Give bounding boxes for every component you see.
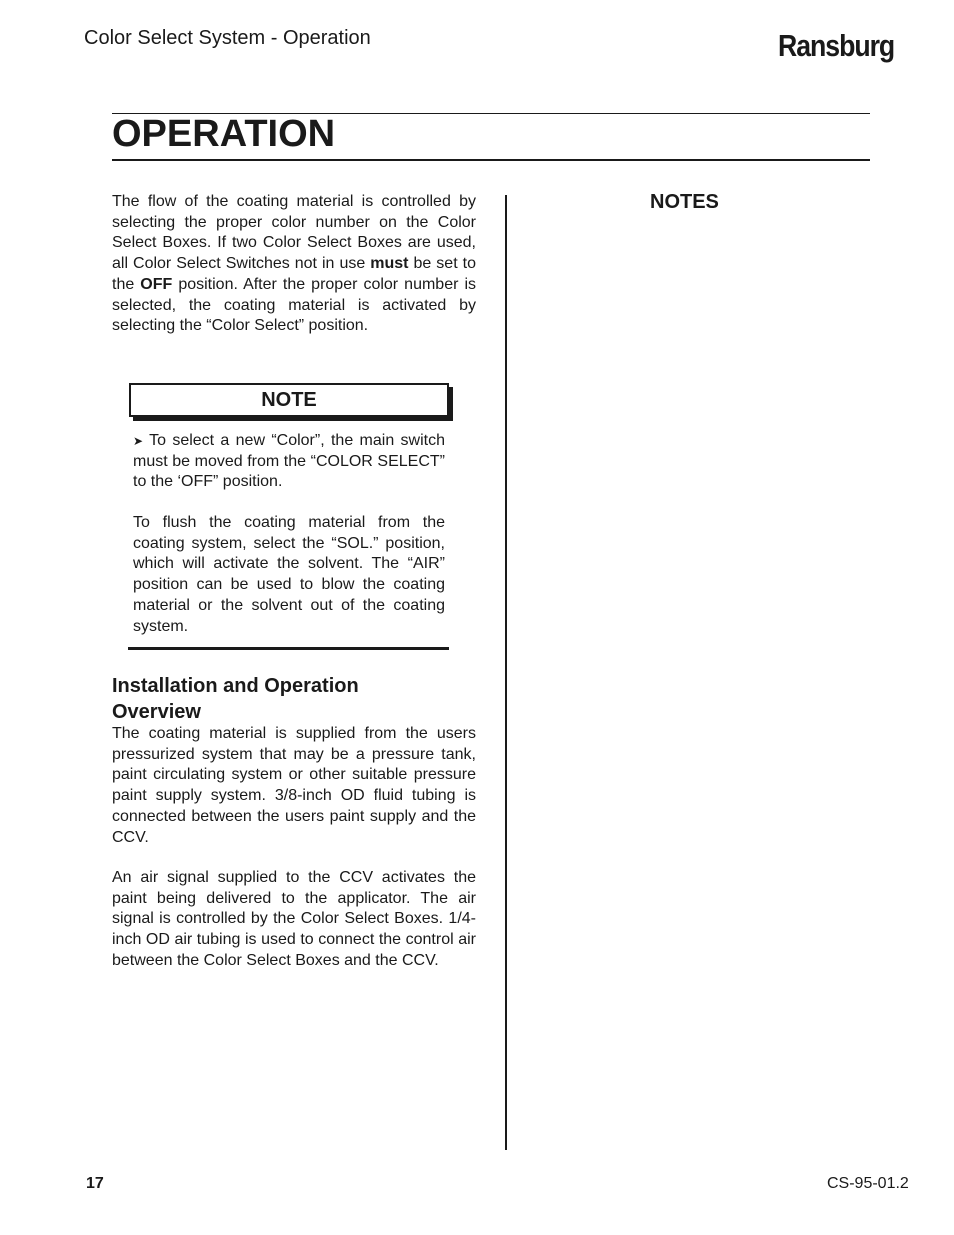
note-bottom-rule — [128, 647, 449, 650]
arrow-bullet-icon: ➤ — [133, 434, 144, 448]
intro-text-2: be set to the — [112, 255, 476, 293]
intro-emphasis-off: OFF — [140, 275, 173, 293]
intro-paragraph — [112, 192, 476, 337]
installation-paragraph-1: The coating material is supplied from the users pressurized system that may be a pressure tank, paint circulating system or other suitable pressure paint supply system. 3/8-inch OD fluid tubing is connected between the users paint supply and the CCV. — [112, 725, 476, 846]
intro-text-3: position. After the proper color number is selected, the coating material is activated by selecting the “Color Select” position. — [112, 275, 477, 335]
document-code: CS-95-01.2 — [827, 1175, 909, 1192]
notes-heading: NOTES — [650, 191, 719, 213]
brand-logo: Ransburg — [778, 28, 895, 63]
page-title: OPERATION — [112, 113, 336, 155]
header-section-title: Color Select System - Operation — [84, 27, 371, 49]
column-divider — [505, 195, 507, 1150]
note-box — [129, 383, 449, 417]
note-text-1: To select a new “Color”, the main switch must be moved from the “COLOR SELECT” to the ‘OFF” position. — [133, 432, 445, 491]
note-label: NOTE — [261, 389, 317, 411]
intro-text-1: The flow of the coating material is controlled by selecting the proper color number on the Color Select Boxes. If two Color Select Boxes are used, all Color Select Switches not in use — [112, 193, 476, 273]
page-number: 17 — [86, 1175, 104, 1192]
note-paragraph-2: To flush the coating material from the coating system, select the “SOL.” position, which will activate the solvent. The “AIR” position can be used to blow the coating material or the solvent out of the coating system. — [133, 514, 445, 635]
section-heading: Installation and Operation Overview — [112, 675, 359, 723]
title-rule-bottom — [112, 159, 870, 161]
installation-paragraph-2: An air signal supplied to the CCV activates the paint being delivered to the applicator. The air signal is controlled by the Color Select Boxes. 1/4-inch OD air tubing is used to connect the control air between the Color Select Boxes and the CCV. — [112, 869, 476, 969]
intro-emphasis-must: must — [370, 255, 409, 273]
note-paragraph-1 — [133, 431, 445, 493]
